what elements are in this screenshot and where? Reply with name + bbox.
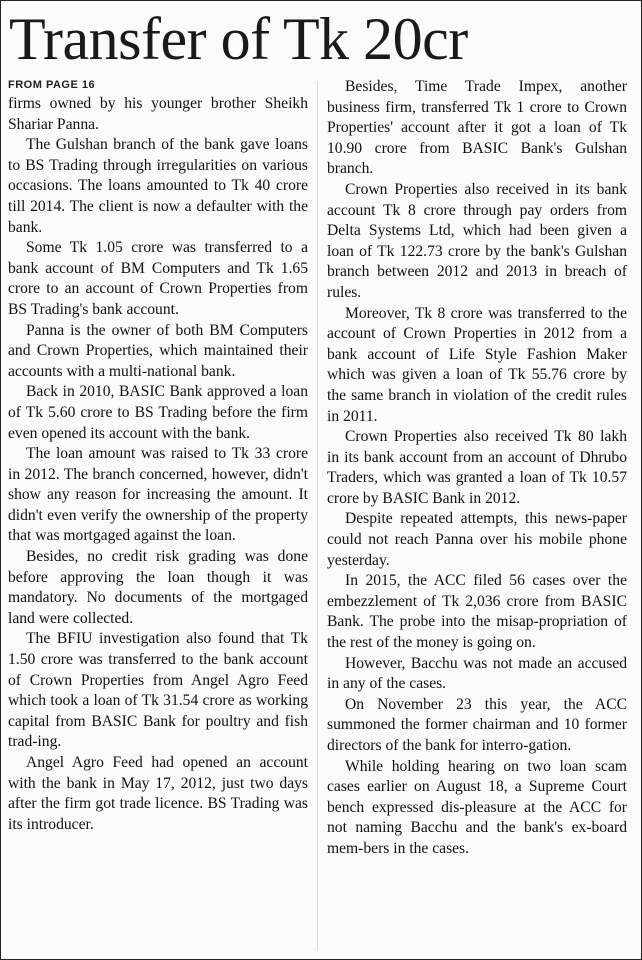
paragraph: Panna is the owner of both BM Computers and Crown Properties, which maintained their accounts with a multi-national bank. <box>8 321 308 380</box>
paragraph: On November 23 this year, the ACC summoned the former chairman and 10 former directors of the bank for interro-gation. <box>327 695 627 754</box>
paragraph: The Gulshan branch of the bank gave loans to BS Trading through irregularities on various occasions. The loans amounted to Tk 40 crore till 2014. The client is now a defaulter with the bank. <box>8 136 308 236</box>
column-divider <box>317 81 318 951</box>
left-column <box>8 77 308 835</box>
paragraph: However, Bacchu was not made an accused in any of the cases. <box>327 654 627 693</box>
right-column <box>327 77 627 860</box>
paragraph: Angel Agro Feed had opened an account with the bank in May 17, 2012, just two days after the firm got trade licence. BS Trading was its introducer. <box>8 754 308 833</box>
paragraph: Besides, no credit risk grading was done before approving the loan though it was mandatory. No documents of the mortgaged land were collected. <box>8 548 308 627</box>
paragraph: The loan amount was raised to Tk 33 crore in 2012. The branch concerned, however, didn't show any reason for increasing the amount. It didn't even verify the ownership of the property that was mortgaged against the loan. <box>8 445 308 545</box>
paragraph: Crown Properties also received Tk 80 lakh in its bank account from an account of Dhrubo Traders, which was granted a loan of Tk 10.57 crore by BASIC Bank in 2012. <box>327 428 627 507</box>
paragraph: In 2015, the ACC filed 56 cases over the embezzlement of Tk 2,036 crore from BASIC Bank. The probe into the misap-propriation of the rest of the money is going on. <box>327 572 627 652</box>
paragraph: firms owned by his younger brother Sheikh Shariar Panna. <box>8 95 308 133</box>
paragraph: While holding hearing on two loan scam cases earlier on August 18, a Supreme Court bench expressed dis-pleasure at the ACC for not naming Bacchu and the bank's ex-board mem-bers in the cases. <box>327 757 627 857</box>
paragraph: Moreover, Tk 8 crore was transferred to the account of Crown Properties in 2012 from a bank account of Life Style Fashion Maker which was given a loan of Tk 55.76 crore by the same branch in violation of the credit rules in 2011. <box>327 304 627 425</box>
paragraph: Back in 2010, BASIC Bank approved a loan of Tk 5.60 crore to BS Trading before the firm even opened its account with the bank. <box>8 383 308 442</box>
paragraph: Crown Properties also received in its bank account Tk 8 crore through pay orders from Delta Systems Ltd, which had been given a loan of Tk 122.73 crore by the bank's Gulshan branch between 2012 and 2013 in breach of rules. <box>327 180 627 301</box>
headline: Transfer of Tk 20cr <box>9 6 468 72</box>
paragraph: Besides, Time Trade Impex, another business firm, transferred Tk 1 crore to Crown Properties' account after it got a loan of Tk 10.90 crore from BASIC Bank's Gulshan branch. <box>327 78 627 178</box>
paragraph: Despite repeated attempts, this news-paper could not reach Panna over his mobile phone yesterday. <box>327 510 627 569</box>
paragraph: Some Tk 1.05 crore was transferred to a bank account of BM Computers and Tk 1.65 crore to an account of Crown Properties from BS Trading's bank account. <box>8 239 308 318</box>
continuation-kicker: FROM PAGE 16 <box>8 79 96 91</box>
paragraph: The BFIU investigation also found that Tk 1.50 crore was transferred to the bank account of Crown Properties from Angel Agro Feed which took a loan of Tk 31.54 crore as working capital from BASIC Bank for poultry and fish trad-ing. <box>8 630 308 751</box>
